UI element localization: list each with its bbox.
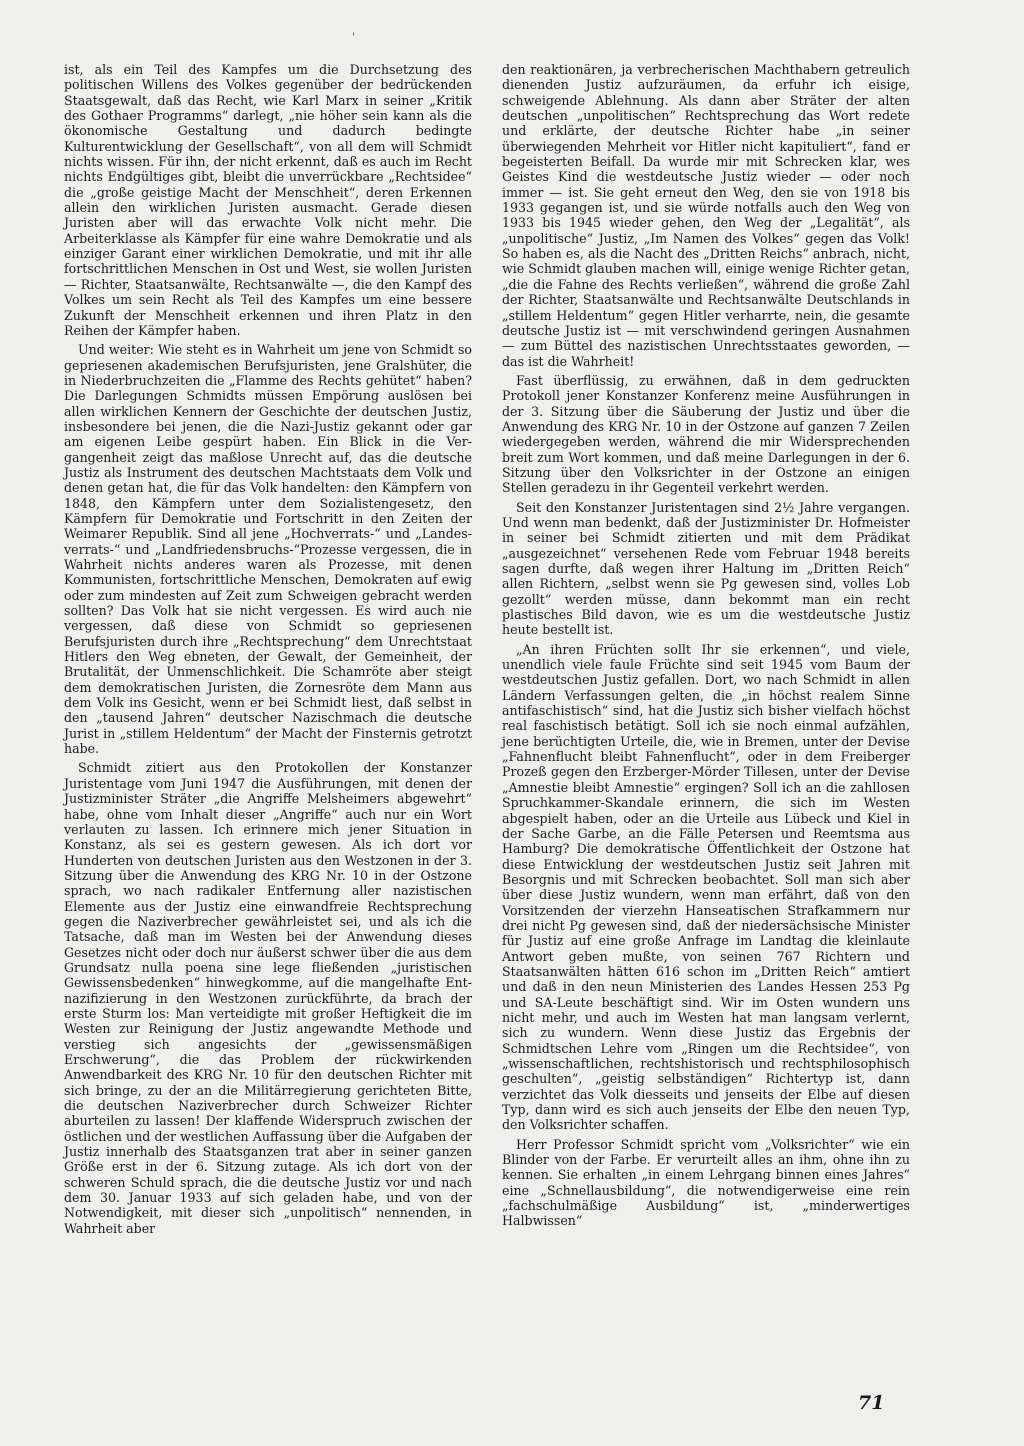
scan-mark: ' (352, 32, 355, 43)
paragraph: Schmidt zitiert aus den Protokollen der Konstanzer Juristentage vom Juni 1947 die Ausführungen, mit denen der Justizminister Sträter „die Angriffe Melsheimers abgewehrt“ habe, ohne vom Inhalt dieser „Angriffe“ auch nur ein Wort verlauten zu lassen. Ich erinnere mich jener Situation in Konstanz, als sei es gestern gewesen. Als ich dort vor Hunderten von deutschen Juristen aus den Westzonen in der 3. Sitzung über die Anwendung des KRG Nr. 10 in der Ostzone sprach, wo nach radikaler Entfernung aller nazistischen Elemente aus der Justiz eine einwandfreie Rechtsprechung gegen die Naziverbrecher gewährleistet sei, und als ich die Tatsache, daß man im Westen bei der Anwendung dieses Gesetzes nicht oder doch nur äußerst schwer über die aus dem Grundsatz nulla poena sine lege fließenden „juristischen Gewissensbedenken“ hinwegkomme, auf die mangelhafte Entnazifizierung in den Westzonen zurückführte, da brach der erste Sturm los: Man verteidigte mit großer Heftigkeit die im Westen zur Reinigung der Justiz angewandte Methode und verstieg sich angesichts der „gewissensmäßigen Erschwerung“, die das Problem der rückwirkenden Anwendbarkeit des KRG Nr. 10 für den deutschen Richter mit sich bringe, zu der an die Militärregierung gerichteten Bitte, die deutschen Naziverbrecher durch Schweizer Richter aburteilen zu lassen! Der klaffende Widerspruch zwischen der östlichen und der westlichen Auffassung über die Aufgaben der Justiz innerhalb des Staatsganzen trat aber in seiner ganzen Größe erst in der 6. Sitzung zutage. Als ich dort von der schweren Schuld sprach, die die deutsche Justiz vor und nach dem 30. Januar 1933 auf sich geladen habe, und von der Notwendigkeit, mit dieser sich „unpolitisch“ nennenden, in Wahrheit aber (64, 760, 472, 1236)
right-column (502, 62, 910, 1229)
paragraph: Seit den Konstanzer Juristentagen sind 2½ Jahre vergangen. Und wenn man bedenkt, daß der Justizminister Dr. Hofmeister in seiner bei Schmidt zitierten und mit dem Prädikat „ausgezeichnet“ versehenen Rede vom Februar 1948 bereits sagen durfte, daß wegen ihrer Haltung im „Dritten Reich“ allen Richtern, „selbst wenn sie Pg gewesen sind, volles Lob gezollt“ werden müsse, dann bekommt man ein recht plastisches Bild davon, wie es um die westdeutsche Justiz heute bestellt ist. (502, 499, 910, 638)
paragraph: Und weiter: Wie steht es in Wahrheit um jene von Schmidt so gepriesenen akademischen Berufsjuristen, jene Gralshüter, die in Niederbruchzeiten die „Flamme des Rechts gehütet“ haben? Die Darlegungen Schmidts müssen Empörung auslösen bei allen wirklichen Kennern der Geschichte der deutschen Justiz, insbesondere bei jenen, die die Nazi-Justiz gekannt oder gar am eigenen Leibe gespürt haben. Ein Blick in die Vergangenheit zeigt das maßlose Unrecht auf, das die deutsche Justiz als Instrument des deutschen Machtstaats dem Volk und denen getan hat, die für das Volk handelten: den Kämpfern von 1848, den Kämpfern unter dem Sozialistengesetz, den Kämpfern für Demokratie und Fortschritt in den Zeiten der Weimarer Republik. Sind all jene „Hochverrats-“ und „Landesverrats-“ und „Landfriedensbruchs-“Prozesse vergessen, die in Wahrheit nichts anderes waren als Prozesse, mit denen Kommunisten, fortschrittliche Menschen, Demokraten auf ewig oder zum mindesten auf Zeit zum Schweigen gebracht werden sollten? Das Volk hat sie nicht vergessen. Es wird auch nie vergessen, daß diese von Schmidt so gepriesenen Berufsjuristen durch ihre „Rechtsprechung“ dem Unrechtstaat Hitlers den Weg ebneten, der Gewalt, der Gemeinheit, der Brutalität, der Unmenschlichkeit. Die Schamröte aber steigt dem demokratischen Juristen, die Zornesröte dem Mann aus dem Volk ins Gesicht, wenn er bei Schmidt liest, daß selbst in den „tausend Jahren“ deutscher Nazischmach die deutsche Jurist in „stillem Heldentum“ der Macht der Finsternis getrotzt habe. (64, 342, 472, 757)
paragraph: „An ihren Früchten sollt Ihr sie erkennen“, und viele, unendlich viele faule Früchte sind seit 1945 vom Baum der westdeutschen Justiz gefallen. Dort, wo nach Schmidt in allen Ländern Verfassungen gelten, die „in höchst realem Sinne antifaschistisch“ sind, hat die Justiz sich bisher vielfach höchst real faschistisch betätigt. Soll ich sie noch einmal aufzählen, jene berüchtigten Urteile, die, wie in Bremen, unter der Devise „Fahnenflucht bleibt Fahnenflucht“, oder in dem Freiberger Prozeß gegen den Erzberger-Mörder Tillesen, unter der Devise „Amnestie bleibt Amnestie“ ergingen? Soll ich an die zahllosen Spruchkammer-Skandale erinnern, die sich im Westen abgespielt haben, oder an die Urteile aus Lübeck und Kiel in der Sache Garbe, an die Fälle Petersen und Reemtsma aus Hamburg? Die demokratische Öffentlichkeit der Ostzone hat diese Entwicklung der westdeutschen Justiz seit Jahren mit Besorgnis und mit Schrecken beobachtet. Soll man sich aber über diese Justiz wundern, wenn man erfährt, daß von den Vorsitzenden der vierzehn Hanseatischen Strafkammern nur drei nicht Pg gewesen sind, daß der niedersächsische Minister für Justiz auf eine große Anfrage im Landtag die kleinlaute Antwort geben mußte, von seinen 767 Richtern und Staatsanwälten hätten 616 schon im „Dritten Reich“ amtiert und daß in den neun Ministerien des Landes Hessen 253 Pg und SA-Leute beschäftigt sind. Wir im Osten wundern uns nicht mehr, und auch im Westen hat man langsam verlernt, sich zu wundern. Wenn diese Justiz das Ergebnis der Schmidtschen Lehre vom „Ringen um die Rechtsidee“, von „wissenschaftlichen, rechtshistorisch und rechtsphilosophisch geschulten“, „geistig selbständigen“ Richtertyp ist, dann verzichtet das Volk diesseits und jenseits der Elbe auf diesen Typ, dann wird es sich auch jenseits der Elbe den neuen Typ, den Volksrichter schaffen. (502, 641, 910, 1133)
paragraph: Herr Professor Schmidt spricht vom „Volksrichter“ wie ein Blinder von der Farbe. Er verurteilt alles an ihm, ohne ihn zu kennen. Sie erhalten „in einem Lehrgang binnen eines Jahres“ eine „Schnellausbildung“, die notwendigerweise eine rein „fachschulmäßige Ausbildung“ ist, „minderwertiges Halbwissen“ (502, 1136, 910, 1229)
left-column (64, 62, 472, 1236)
paragraph: den reaktionären, ja verbrecherischen Machthabern getreulich dienenden Justiz aufzuräumen, da erfuhr ich eisige, schweigende Ablehnung. Als dann aber Sträter der alten deutschen „unpolitischen“ Rechtsprechung das Wort redete und erklärte, der deutsche Richter habe „in seiner überwiegenden Mehrheit vor Hitler nicht kapituliert“, fand er begeisterten Beifall. Da wurde mir mit Schrecken klar, wes Geistes Kind die westdeutsche Justiz wieder — oder noch immer — ist. Sie geht erneut den Weg, den sie von 1918 bis 1933 gegangen ist, und sie würde notfalls auch den Weg von 1933 bis 1945 wieder gehen, den Weg der „Legalität“, als „unpolitische“ Justiz, „Im Namen des Volkes“ gegen das Volk! So haben es, als die Nacht des „Dritten Reichs“ anbrach, nicht, wie Schmidt glauben machen will, einige wenige Richter getan, „die die Fahne des Rechts verließen“, während die große Zahl der Richter, Staatsanwälte und Rechtsanwälte Deutschlands in „stillem Heldentum“ gegen Hitler verharrte, nein, die gesamte deutsche Justiz ist — mit verschwindend geringen Ausnahmen — zum Büttel des nazistischen Unrechtsstaates geworden, — das ist die Wahrheit! (502, 62, 910, 369)
paragraph: Fast überflüssig, zu erwähnen, daß in dem gedruckten Protokoll jener Konstanzer Konferenz meine Ausführungen in der 3. Sitzung über die Säuberung der Justiz und über die Anwendung des KRG Nr. 10 in der Ostzone auf ganzen 7 Zeilen wiedergegeben werden, während die mir Widersprechenden breit zum Wort kommen, und daß meine Darlegungen in der 6. Sitzung über den Volksrichter in der Ostzone an einigen Stellen geradezu in ihr Gegenteil verkehrt werden. (502, 372, 910, 496)
page-number: 71 (858, 1392, 885, 1414)
paragraph: ist, als ein Teil des Kampfes um die Durchsetzung des politischen Willens des Volkes gegenüber der bedrückenden Staatsgewalt, daß das Recht, wie Karl Marx in seiner „Kritik des Gothaer Programms“ darlegt, „nie höher sein kann als die ökonomische Gestaltung und dadurch bedingte Kulturentwicklung der Gesellschaft“, von all dem will Schmidt nichts wissen. Für ihn, der nicht erkennt, daß es auch im Recht nichts Endgültiges gibt, bleibt die unverrückbare „Rechtsidee“ die „große geistige Macht der Menschheit“, deren Erkennen allein den wirklichen Juristen ausmacht. Gerade diesen Juristen aber will das erwachte Volk nicht mehr. Die Arbeiterklasse als Kämpfer für eine wahre Demokratie und als einziger Garant einer wirklichen Demokratie, und mit ihr alle fortschrittlichen Menschen in Ost und West, sie wollen Juristen — Richter, Staatsanwälte, Rechtsanwälte —, die den Kampf des Volkes um sein Recht als Teil des Kampfes um eine bessere Zukunft der Menschheit erkennen und ihren Platz in den Reihen der Kämpfer haben. (64, 62, 472, 338)
